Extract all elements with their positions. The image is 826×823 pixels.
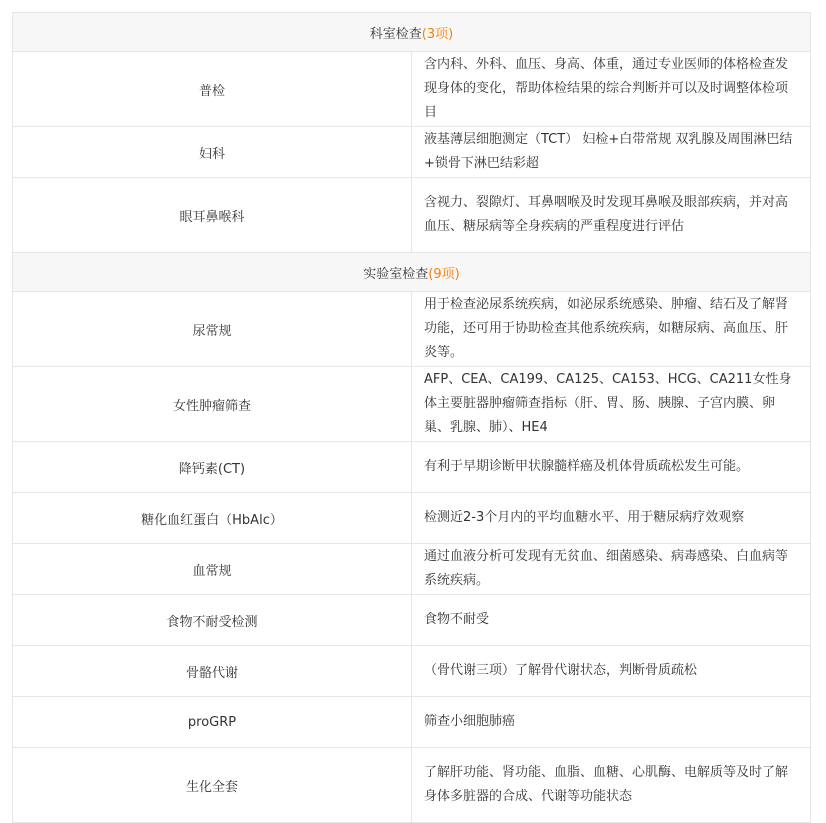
item-desc: 了解肝功能、肾功能、血脂、血糖、心肌酶、电解质等及时了解身体多脏器的合成、代谢等功能状态 <box>412 748 811 823</box>
section-title: 科室检查 <box>369 26 422 42</box>
item-name: 骨骼代谢 <box>13 646 412 697</box>
section-title: 实验室检查 <box>363 266 429 282</box>
exam-table-container <box>12 12 811 823</box>
item-name: 普检 <box>13 52 412 127</box>
section-count: (3项) <box>421 26 454 42</box>
item-name: 妇科 <box>13 127 412 178</box>
item-name: 血常规 <box>13 544 412 595</box>
exam-table <box>12 12 811 823</box>
item-desc: 液基薄层细胞测定（TCT） 妇检+白带常规 双乳腺及周围淋巴结+锁骨下淋巴结彩超 <box>412 127 811 178</box>
item-desc: 食物不耐受 <box>412 595 811 646</box>
item-name: 尿常规 <box>13 292 412 367</box>
item-desc: 用于检查泌尿系统疾病，如泌尿系统感染、肿瘤、结石及了解肾功能，还可用于协助检查其他系统疾病，如糖尿病、高血压、肝炎等。 <box>412 292 811 367</box>
table-row <box>13 493 811 544</box>
section-header-dept <box>13 13 811 52</box>
table-row <box>13 595 811 646</box>
table-row <box>13 646 811 697</box>
table-row <box>13 367 811 442</box>
item-name: 降钙素(CT) <box>13 442 412 493</box>
item-name: 生化全套 <box>13 748 412 823</box>
item-desc: 筛查小细胞肺癌 <box>412 697 811 748</box>
section-count: (9项) <box>428 266 460 282</box>
section-title-cell <box>13 13 811 52</box>
item-name: 食物不耐受检测 <box>13 595 412 646</box>
table-row <box>13 442 811 493</box>
item-name: 女性肿瘤筛查 <box>13 367 412 442</box>
item-desc: AFP、CEA、CA199、CA125、CA153、HCG、CA211女性身体主要脏器肿瘤筛查指标（肝、胃、肠、胰腺、子宫内膜、卵巢、乳腺、肺）、HE4 <box>412 367 811 442</box>
item-desc: 有利于早期诊断甲状腺髓样癌及机体骨质疏松发生可能。 <box>412 442 811 493</box>
table-row <box>13 178 811 253</box>
item-desc: 含视力、裂隙灯、耳鼻咽喉及时发现耳鼻喉及眼部疾病，并对高血压、糖尿病等全身疾病的严重程度进行评估 <box>412 178 811 253</box>
table-row <box>13 697 811 748</box>
table-row <box>13 52 811 127</box>
item-desc: 检测近2-3个月内的平均血糖水平、用于糖尿病疗效观察 <box>412 493 811 544</box>
table-row <box>13 748 811 823</box>
item-name: proGRP <box>13 697 412 748</box>
item-name: 糖化血红蛋白（HbAlc） <box>13 493 412 544</box>
item-name: 眼耳鼻喉科 <box>13 178 412 253</box>
section-header-lab <box>13 253 811 292</box>
item-desc: 通过血液分析可发现有无贫血、细菌感染、病毒感染、白血病等系统疾病。 <box>412 544 811 595</box>
table-row <box>13 544 811 595</box>
table-row <box>13 292 811 367</box>
item-desc: 含内科、外科、血压、身高、体重，通过专业医师的体格检查发现身体的变化，帮助体检结果的综合判断并可以及时调整体检项目 <box>412 52 811 127</box>
section-title-cell <box>13 253 811 292</box>
item-desc: （骨代谢三项）了解骨代谢状态，判断骨质疏松 <box>412 646 811 697</box>
table-row <box>13 127 811 178</box>
